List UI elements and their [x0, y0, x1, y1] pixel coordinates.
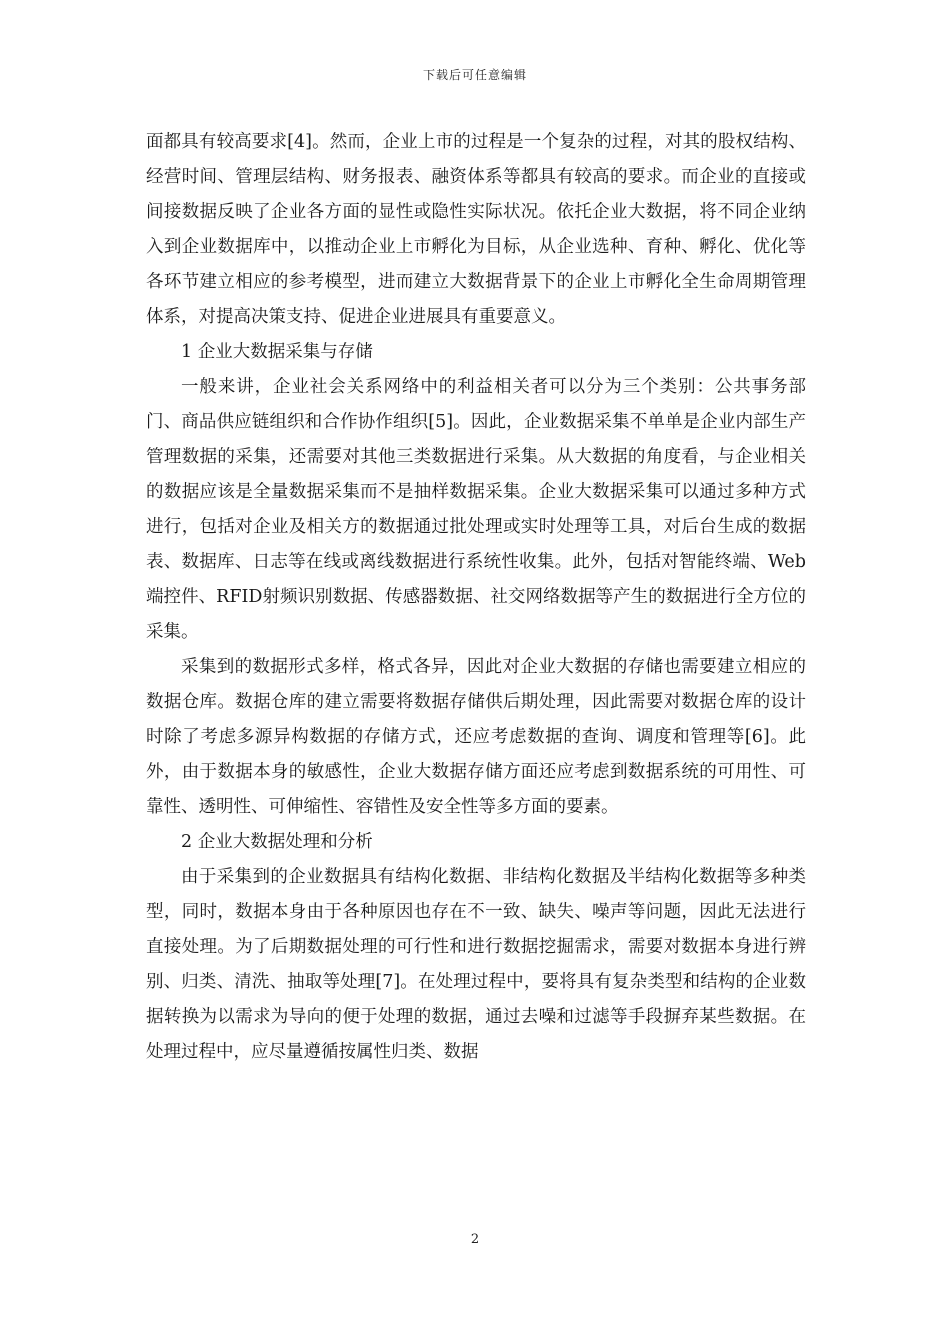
- document-body: [146, 125, 806, 1070]
- paragraph-data-processing: 由于采集到的企业数据具有结构化数据、非结构化数据及半结构化数据等多种类型，同时，数据本身由于各种原因也存在不一致、缺失、噪声等问题，因此无法进行直接处理。为了后期数据处理的可行性和进行数据挖掘需求，需要对数据本身进行辨别、归类、清洗、抽取等处理[7]。在处理过程中，要将具有复杂类型和结构的企业数据转换为以需求为导向的便于处理的数据，通过去噪和过滤等手段摒弃某些数据。在处理过程中，应尽量遵循按属性归类、数据: [146, 867, 806, 1062]
- paragraph-continued: 面都具有较高要求[4]。然而，企业上市的过程是一个复杂的过程，对其的股权结构、经营时间、管理层结构、财务报表、融资体系等都具有较高的要求。而企业的直接或间接数据反映了企业各方面的显性或隐性实际状况。依托企业大数据，将不同企业纳入到企业数据库中，以推动企业上市孵化为目标，从企业选种、育种、孵化、优化等各环节建立相应的参考模型，进而建立大数据背景下的企业上市孵化全生命周期管理体系，对提高决策支持、促进企业进展具有重要意义。: [146, 132, 806, 327]
- page-header: 下载后可任意编辑: [422, 68, 527, 82]
- paragraph-data-storage: 采集到的数据形式多样，格式各异，因此对企业大数据的存储也需要建立相应的数据仓库。数据仓库的建立需要将数据存储供后期处理，因此需要对数据仓库的设计时除了考虑多源异构数据的存储方式，还应考虑数据的查询、调度和管理等[6]。此外，由于数据本身的敏感性，企业大数据存储方面还应考虑到数据系统的可用性、可靠性、透明性、可伸缩性、容错性及安全性等多方面的要素。: [146, 657, 806, 817]
- paragraph-data-collection: 一般来讲，企业社会关系网络中的利益相关者可以分为三个类别：公共事务部门、商品供应链组织和合作协作组织[5]。因此，企业数据采集不单单是企业内部生产管理数据的采集，还需要对其他三类数据进行采集。从大数据的角度看，与企业相关的数据应该是全量数据采集而不是抽样数据采集。企业大数据采集可以通过多种方式进行，包括对企业及相关方的数据通过批处理或实时处理等工具，对后台生成的数据表、数据库、日志等在线或离线数据进行系统性收集。此外，包括对智能终端、Web端控件、RFID射频识别数据、传感器数据、社交网络数据等产生的数据进行全方位的采集。: [146, 377, 806, 642]
- page-number: 2: [470, 1232, 480, 1247]
- section-heading-2: 2 企业大数据处理和分析: [181, 832, 373, 852]
- section-heading-1: 1 企业大数据采集与存储: [181, 342, 373, 362]
